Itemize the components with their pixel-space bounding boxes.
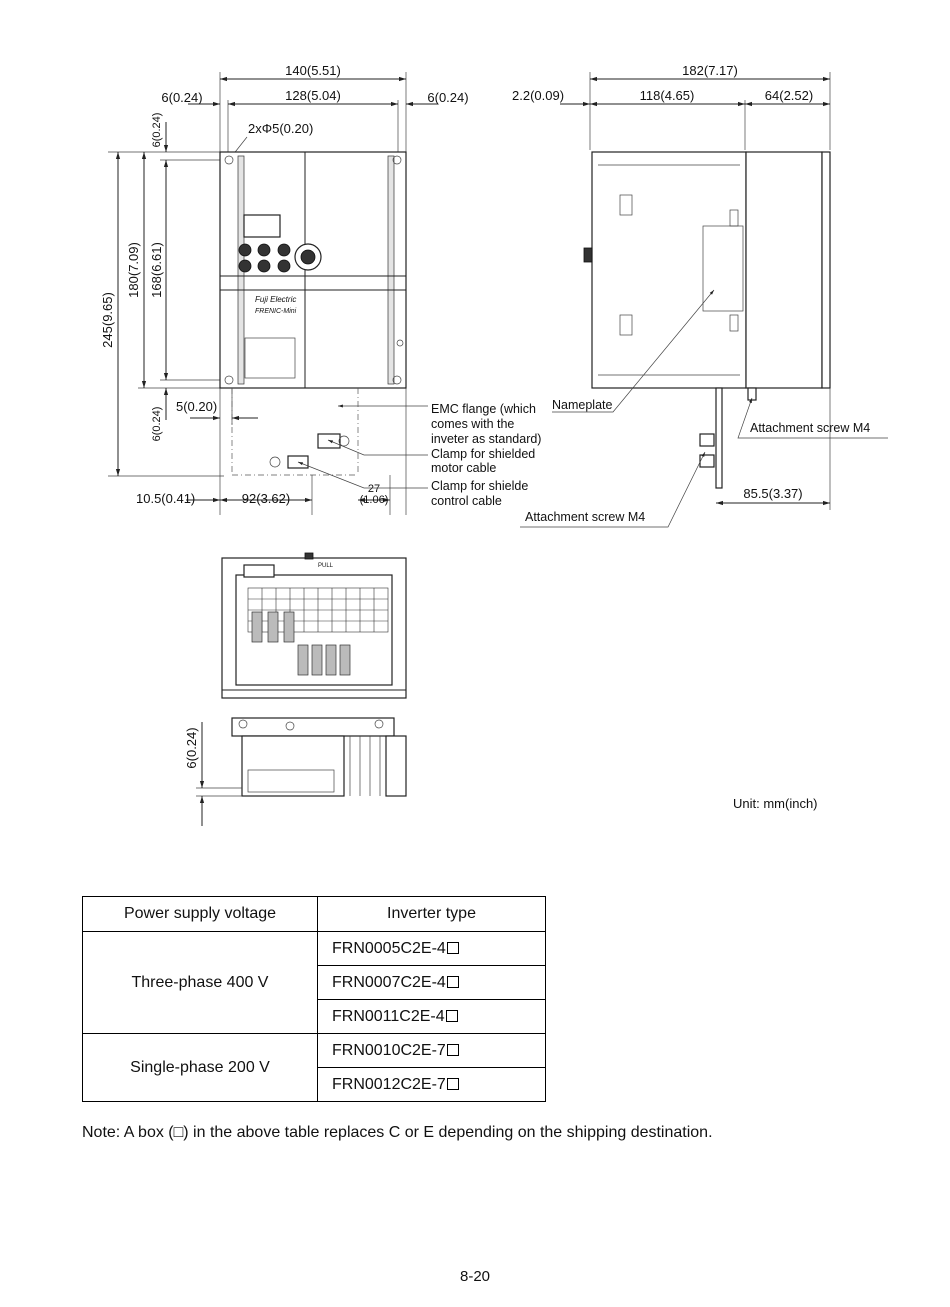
bottom-view: [184, 553, 406, 826]
dim-right-margin: 6(0.24): [427, 90, 469, 105]
callout-clamp-control-1: Clamp for shielde: [431, 479, 529, 493]
dim-hole-pitch-width: 128(5.04): [285, 88, 341, 103]
dim-hole-pitch-height: 168(6.61): [149, 242, 164, 298]
dim-body-height: 180(7.09): [126, 242, 141, 298]
dim-hole-spec: 2xΦ5(0.20): [248, 121, 314, 136]
type-cell: FRN0012C2E-7: [318, 1068, 546, 1102]
dim-heatsink-depth: 64(2.52): [764, 88, 814, 103]
table-row: [83, 1034, 546, 1068]
unit-label: Unit: mm(inch): [733, 796, 818, 811]
callout-clamp-control-2: control cable: [431, 494, 502, 508]
dim-body-depth: 118(4.65): [639, 88, 695, 103]
voltage-cell: Three-phase 400 V: [83, 932, 318, 1034]
type-cell: FRN0007C2E-4: [318, 966, 546, 1000]
dim-total-height: 245(9.65): [100, 292, 115, 348]
voltage-cell: Single-phase 200 V: [83, 1034, 318, 1102]
type-cell: FRN0005C2E-4: [318, 932, 546, 966]
type-cell: FRN0011C2E-4: [318, 1000, 546, 1034]
side-view: [512, 63, 888, 527]
inverter-type-table: [82, 896, 546, 1102]
dim-top-margin: 6(0.24): [151, 112, 163, 148]
type-cell: FRN0010C2E-7: [318, 1034, 546, 1068]
header-power-supply: Power supply voltage: [83, 897, 318, 932]
table-note: Note: A box (□) in the above table replaces C or E depending on the shipping destination.: [82, 1124, 713, 1141]
dim-total-depth: 182(7.17): [682, 63, 738, 78]
dim-total-width: 140(5.51): [285, 63, 341, 78]
page-number: 8-20: [459, 1268, 491, 1285]
dim-front-offset: 2.2(0.09): [512, 88, 565, 103]
header-inverter-type: Inverter type: [318, 897, 546, 932]
dim-flange-right-bottom: (1.06): [359, 494, 389, 506]
model-text: FRENIC-Mini: [255, 308, 297, 315]
dim-flange-right-top: 27: [367, 483, 381, 495]
dim-left-margin: 6(0.24): [161, 90, 203, 105]
callout-emc-1: EMC flange (which: [431, 402, 536, 416]
front-view: [100, 63, 541, 515]
pull-label: PULL: [318, 563, 334, 569]
table-row: [83, 932, 546, 966]
callout-emc-2: comes with the: [431, 417, 515, 431]
callout-clamp-motor-2: motor cable: [431, 461, 497, 475]
callout-nameplate: Nameplate: [552, 398, 613, 412]
dim-screw-depth: 85.5(3.37): [743, 486, 803, 501]
callout-emc-3: inveter as standard): [431, 432, 542, 446]
dim-bottom-margin: 6(0.24): [151, 406, 163, 442]
dim-foot: 5(0.20): [176, 399, 218, 414]
callout-attach-screw-bottom: Attachment screw M4: [525, 510, 646, 524]
dim-flange-width: 92(3.62): [241, 491, 291, 506]
callout-clamp-motor-1: Clamp for shielded: [431, 447, 536, 461]
brand-text: Fuji Electric: [255, 295, 297, 304]
dim-flange-offset: 10.5(0.41): [136, 491, 196, 506]
dim-flange-margin: 6(0.24): [184, 727, 199, 769]
callout-attach-screw-right: Attachment screw M4: [750, 421, 871, 435]
